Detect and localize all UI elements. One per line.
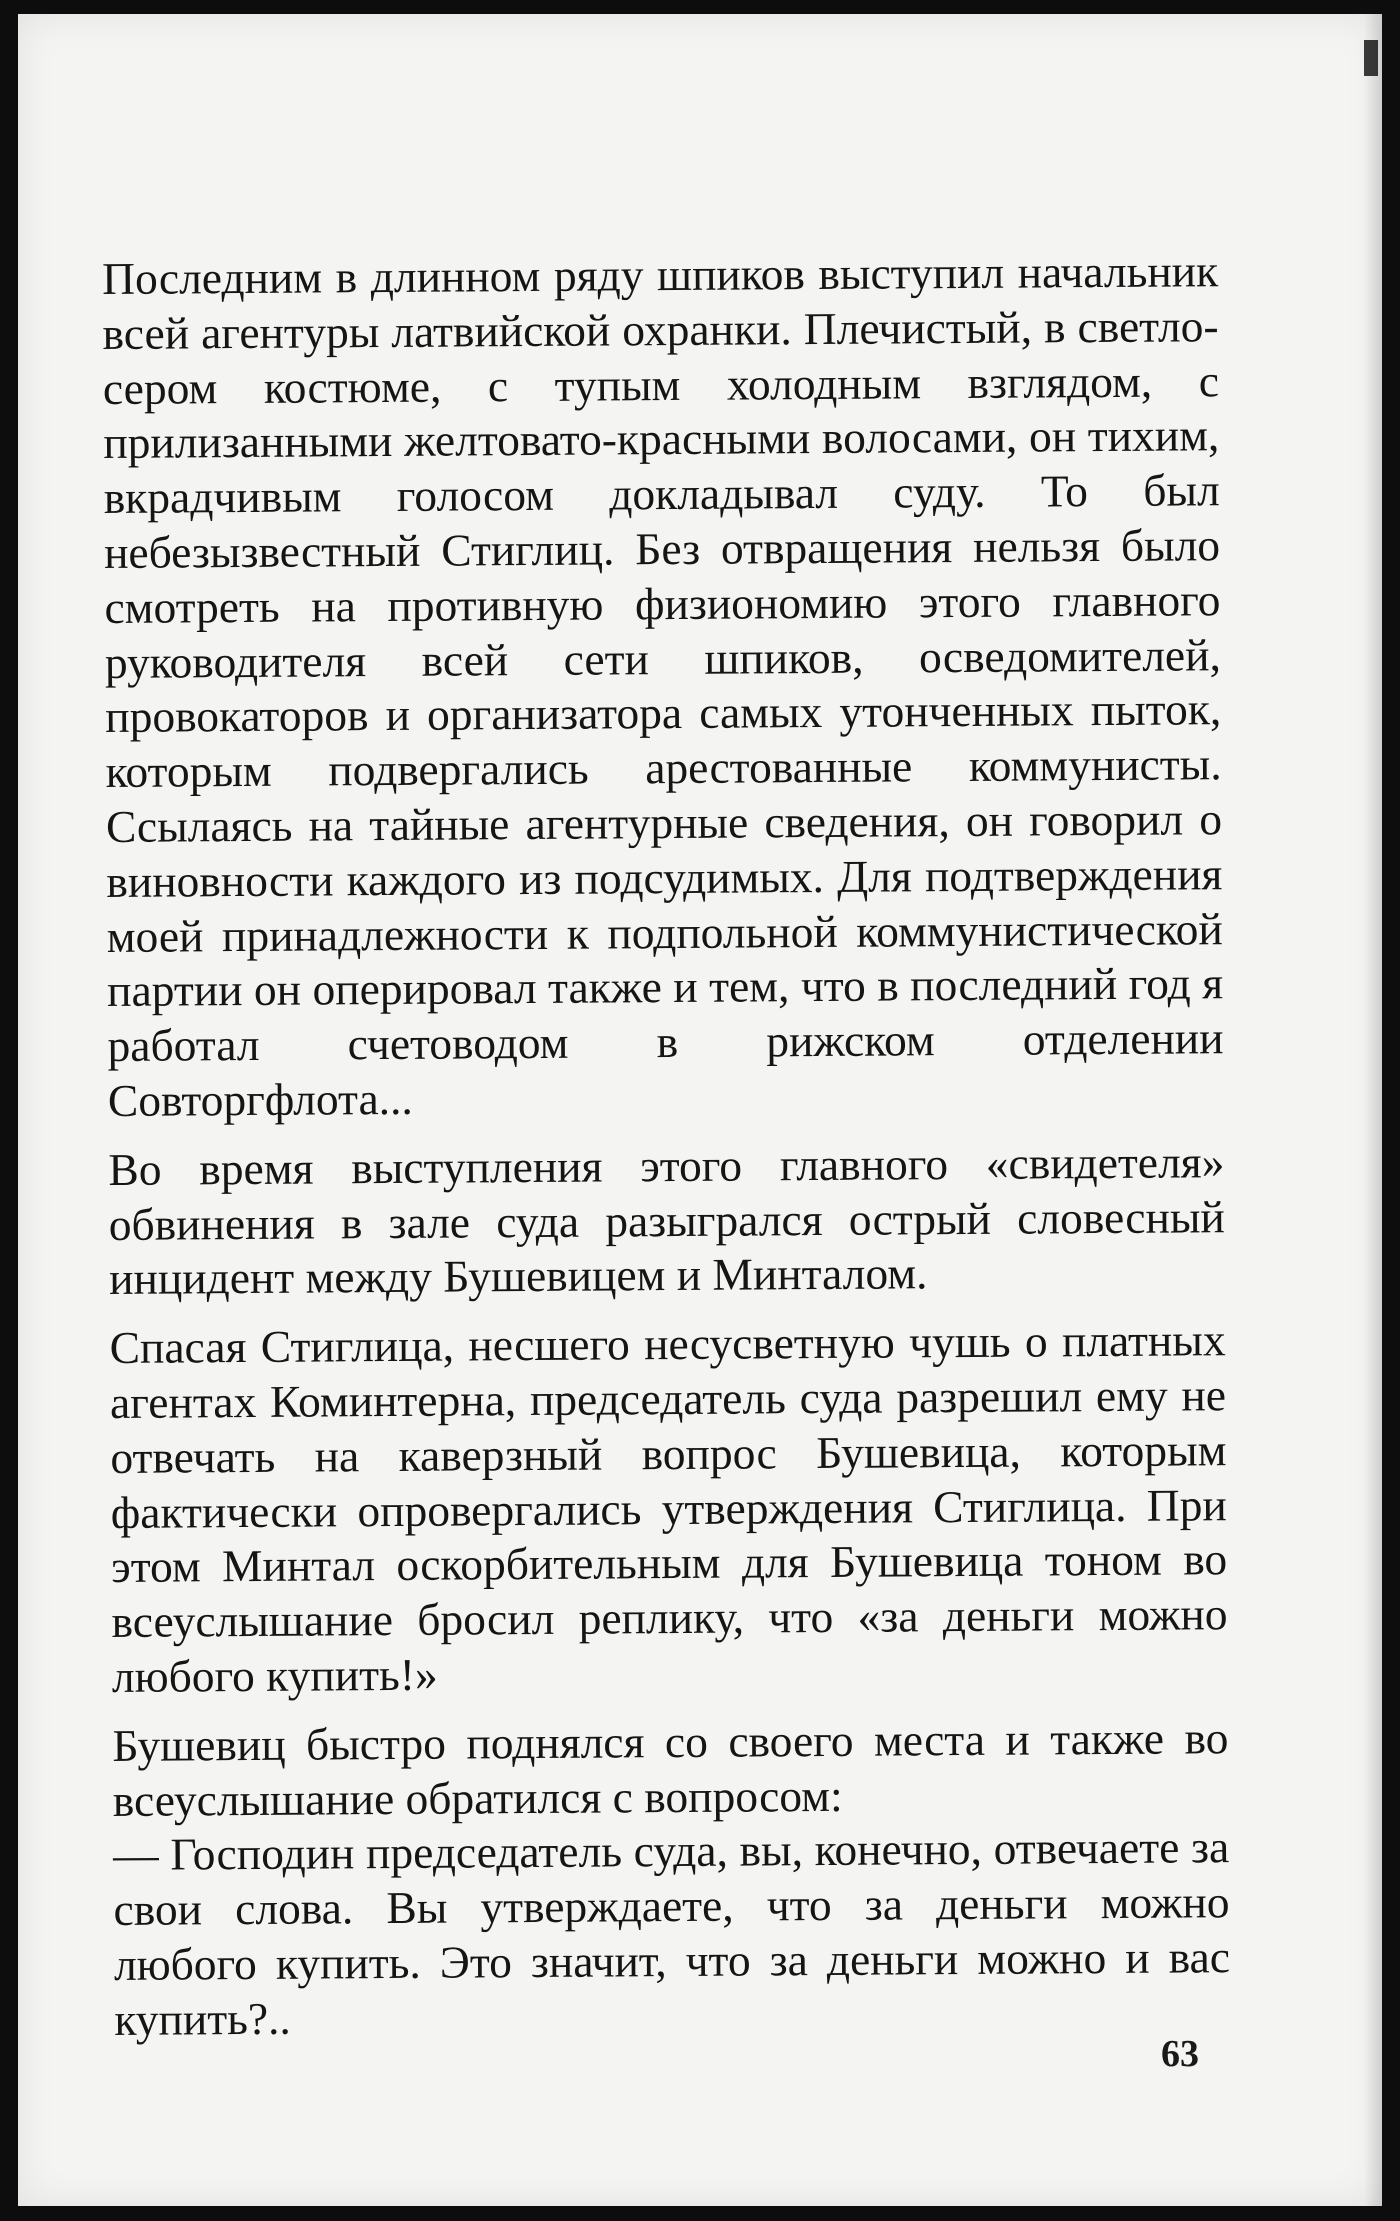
- paragraph: Во время выступления этого главного «свидетеля» обвинения в зале суда разыгрался острый словесный инцидент между Бушевицем и Минталом.: [108, 1135, 1225, 1305]
- paragraph: Бушевиц быстро поднялся со своего места и также во всеуслышание обратился с вопросом:: [112, 1711, 1229, 1826]
- book-page: [18, 14, 1382, 2206]
- body-text: [102, 244, 1231, 2047]
- page-number: 63: [1161, 2033, 1199, 2075]
- paragraph: Последним в длинном ряду шпиков выступил начальник всей агентуры латвийской охранки. Плечистый, в светло-сером костюме, с тупым холодным взглядом, с прилизанными желтовато-красными волосами, он тихим, вкрадчивым голосом докладывал суду. То был небезызвестный Стиглиц. Без отвращения нельзя было смотреть на противную физиономию этого главного руководителя всей сети шпиков, осведомителей, провокаторов и организатора самых утонченных пыток, которым подвергались арестованные коммунисты. Ссылаясь на тайные агентурные сведения, он говорил о виновности каждого из подсудимых. Для подтверждения моей принадлежности к подпольной коммунистической партии он оперировал также и тем, что в последний год я работал счетоводом в рижском отделении Совторгфлота...: [102, 245, 1224, 1126]
- page-edge-tab: [1364, 40, 1378, 76]
- paragraph: Спасая Стиглица, несшего несусветную чушь о платных агентах Коминтерна, председатель суда разрешил ему не отвечать на каверзный вопрос Бушевица, которым фактически опровергались утверждения Стиглица. При этом Минтал оскорбительным для Бушевица тоном во всеуслышание бросил реплику, что «за деньги можно любого купить!»: [109, 1314, 1228, 1702]
- paragraph: — Господин председатель суда, вы, конечно, отвечаете за свои слова. Вы утверждаете, что за деньги можно любого купить. Это значит, что за деньги можно и вас купить?..: [113, 1821, 1231, 2045]
